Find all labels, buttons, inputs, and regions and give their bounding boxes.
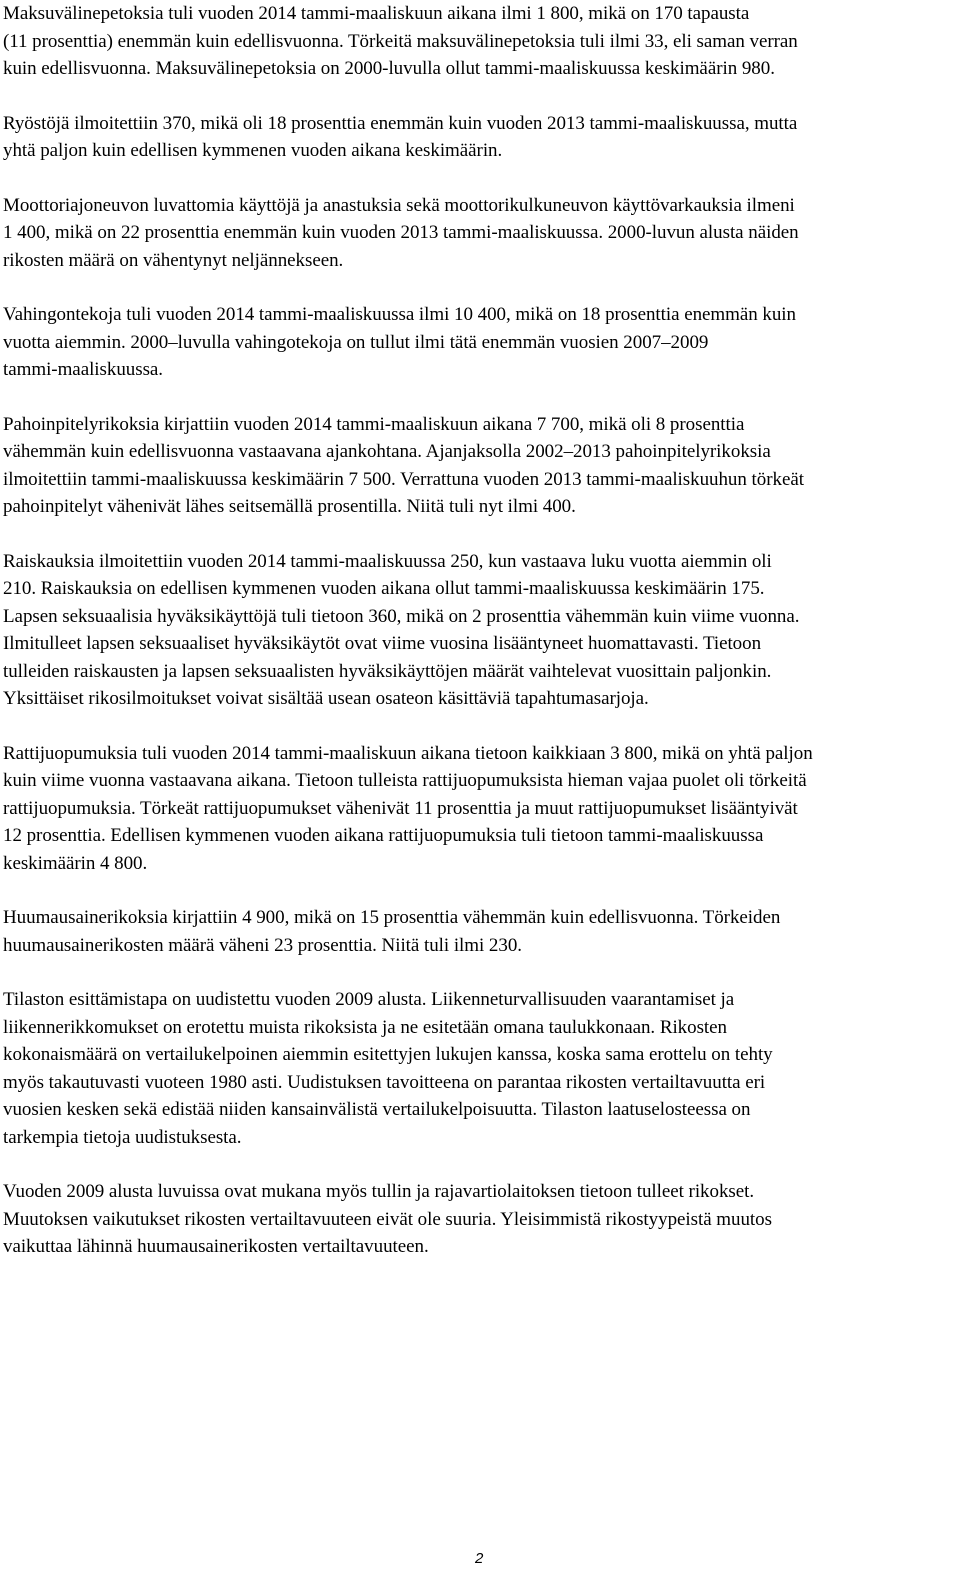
text-line: vaikuttaa lähinnä huumausainerikosten vertailtavuuteen. <box>3 1236 429 1257</box>
text-line: Moottoriajoneuvon luvattomia käyttöjä ja anastuksia sekä moottorikulkuneuvon käyttövarkauksia ilmeni <box>3 194 795 216</box>
text-line: rattijuopumuksia. Törkeät rattijuopumukset vähenivät 11 prosenttia ja muut rattijuopumukset lisääntyivät <box>3 797 798 819</box>
text-line: kuin edellisvuonna. Maksuvälinepetoksia on 2000-luvulla ollut tammi-maaliskuussa keskimäärin 980. <box>3 58 775 79</box>
text-line: Yksittäiset rikosilmoitukset voivat sisältää usean osateon käsittäviä tapahtumasarjoja. <box>3 688 649 709</box>
text-line: Raiskauksia ilmoitettiin vuoden 2014 tammi-maaliskuussa 250, kun vastaava luku vuotta aiemmin oli <box>3 550 772 572</box>
text-line: ilmoitettiin tammi-maaliskuussa keskimäärin 7 500. Verrattuna vuoden 2013 tammi-maaliskuuhun törkeät <box>3 468 804 490</box>
paragraph-sexual-offences <box>3 548 958 713</box>
text-line: Ilmitulleet lapsen seksuaaliset hyväksikäytöt ovat viime vuosina lisääntyneet huomattavasti. Tietoon <box>3 633 762 654</box>
text-line: vuotta aiemmin. 2000–luvulla vahingotekoja on tullut ilmi tätä enemmän vuosien 2007–2009 <box>3 331 709 353</box>
text-line: Vuoden 2009 alusta luvuissa ovat mukana myös tullin ja rajavartiolaitoksen tietoon tulleet rikokset. <box>3 1181 755 1202</box>
paragraph-assaults <box>3 411 958 521</box>
text-line: 1 400, mikä on 22 prosenttia enemmän kuin vuoden 2013 tammi-maaliskuussa. 2000-luvun alusta näiden <box>3 222 799 243</box>
paragraph-drug-offences <box>3 904 958 959</box>
paragraph-statistics-presentation <box>3 986 958 1151</box>
text-line: vähemmän kuin edellisvuonna vastaavana ajankohtana. Ajanjaksolla 2002–2013 pahoinpitelyrikoksia <box>3 441 771 462</box>
text-line: rikosten määrä on vähentynyt neljännekseen. <box>3 249 344 271</box>
text-line: Maksuvälinepetoksia tuli vuoden 2014 tammi-maaliskuun aikana ilmi 1 800, mikä on 170 tapausta <box>3 3 750 24</box>
text-line: 12 prosenttia. Edellisen kymmenen vuoden aikana rattijuopumuksia tuli tietoon tammi-maaliskuussa <box>3 825 764 846</box>
text-line: yhtä paljon kuin edellisen kymmenen vuoden aikana keskimäärin. <box>3 140 503 161</box>
text-line: liikennerikkomukset on erotettu muista rikoksista ja ne esitetään omana taulukkonaan. Rikosten <box>3 1016 727 1038</box>
page-number: 2 <box>475 1550 484 1567</box>
text-line: Pahoinpitelyrikoksia kirjattiin vuoden 2014 tammi-maaliskuun aikana 7 700, mikä oli 8 prosenttia <box>3 413 745 435</box>
text-line: Ryöstöjä ilmoitettiin 370, mikä oli 18 prosenttia enemmän kuin vuoden 2013 tammi-maaliskuussa, mutta <box>3 112 798 134</box>
text-line: myös takautuvasti vuoteen 1980 asti. Uudistuksen tavoitteena on parantaa rikosten vertailtavuutta eri <box>3 1071 766 1093</box>
text-line: Rattijuopumuksia tuli vuoden 2014 tammi-maaliskuun aikana tietoon kaikkiaan 3 800, mikä on yhtä paljon <box>3 742 813 764</box>
paragraph-payment-fraud <box>3 0 958 83</box>
text-line: Muutoksen vaikutukset rikosten vertailtavuuteen eivät ole suuria. Yleisimmistä rikostyypeistä muutos <box>3 1208 772 1230</box>
text-line: tarkempia tietoja uudistuksesta. <box>3 1126 242 1148</box>
text-line: vuosien kesken sekä edistää niiden kansainvälistä vertailukelpoisuutta. Tilaston laatuselosteessa on <box>3 1099 751 1120</box>
text-line: tammi-maaliskuussa. <box>3 359 163 380</box>
text-line: Tilaston esittämistapa on uudistettu vuoden 2009 alusta. Liikenneturvallisuuden vaarantamiset ja <box>3 989 735 1010</box>
text-line: tulleiden raiskausten ja lapsen seksuaalisten hyväksikäyttöjen määrät vaihtelevat vuosittain paljonkin. <box>3 660 772 682</box>
text-line: 210. Raiskauksia on edellisen kymmenen vuoden aikana ollut tammi-maaliskuussa keskimäärin 175. <box>3 578 765 599</box>
text-line: kuin viime vuonna vastaavana aikana. Tietoon tulleista rattijuopumuksista hieman vajaa puolet oli törkeitä <box>3 770 807 791</box>
text-line: Vahingontekoja tuli vuoden 2014 tammi-maaliskuussa ilmi 10 400, mikä on 18 prosenttia enemmän kuin <box>3 304 796 325</box>
document-body <box>3 0 958 1288</box>
text-line: (11 prosenttia) enemmän kuin edellisvuonna. Törkeitä maksuvälinepetoksia tuli ilmi 33, eli saman verran <box>3 30 798 52</box>
paragraph-drunk-driving <box>3 740 958 878</box>
paragraph-customs-border <box>3 1178 958 1261</box>
text-line: huumausainerikosten määrä väheni 23 prosenttia. Niitä tuli ilmi 230. <box>3 934 522 956</box>
text-line: kokonaismäärä on vertailukelpoinen aiemmin esitettyjen lukujen kanssa, koska sama erottelu on tehty <box>3 1044 773 1065</box>
paragraph-vandalism <box>3 301 958 384</box>
paragraph-vehicle-thefts <box>3 192 958 275</box>
text-line: Lapsen seksuaalisia hyväksikäyttöjä tuli tietoon 360, mikä on 2 prosenttia vähemmän kuin viime vuonna. <box>3 605 800 627</box>
text-line: Huumausainerikoksia kirjattiin 4 900, mikä on 15 prosenttia vähemmän kuin edellisvuonna. Törkeiden <box>3 907 781 928</box>
text-line: pahoinpitelyt vähenivät lähes seitsemällä prosentilla. Niitä tuli nyt ilmi 400. <box>3 496 576 517</box>
paragraph-robberies <box>3 110 958 165</box>
text-line: keskimäärin 4 800. <box>3 852 148 874</box>
